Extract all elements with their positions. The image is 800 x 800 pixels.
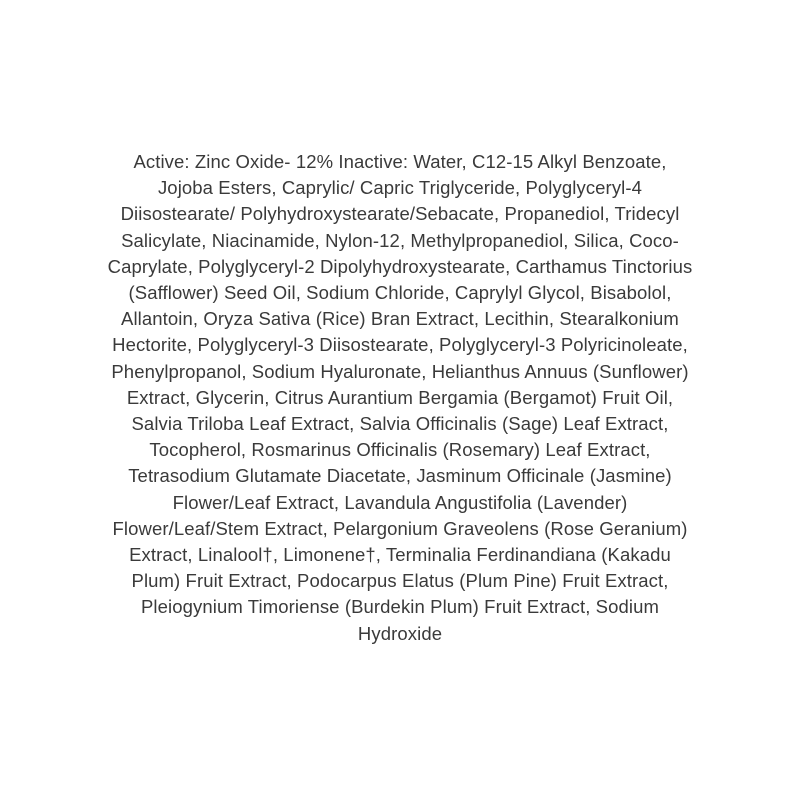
- ingredients-line: Pleiogynium Timoriense (Burdekin Plum) Fruit Extract, Sodium: [140, 596, 659, 618]
- ingredients-line: Caprylate, Polyglyceryl-2 Dipolyhydroxystearate, Carthamus Tinctorius: [107, 255, 693, 277]
- ingredients-line: Allantoin, Oryza Sativa (Rice) Bran Extract, Lecithin, Stearalkonium: [121, 308, 679, 330]
- ingredients-line: Extract, Glycerin, Citrus Aurantium Bergamia (Bergamot) Fruit Oil,: [126, 386, 674, 408]
- ingredients-line: Flower/Leaf/Stem Extract, Pelargonium Graveolens (Rose Geranium): [112, 517, 688, 539]
- ingredients-line: Diisostearate/ Polyhydroxystearate/Sebacate, Propanediol, Tridecyl: [120, 203, 680, 225]
- ingredients-text-block: [0, 149, 800, 647]
- ingredients-line: (Safflower) Seed Oil, Sodium Chloride, Caprylyl Glycol, Bisabolol,: [128, 282, 672, 304]
- ingredients-line: Salicylate, Niacinamide, Nylon-12, Methylpropanediol, Silica, Coco-: [121, 229, 679, 251]
- ingredients-line: Hectorite, Polyglyceryl-3 Diisostearate, Polyglyceryl-3 Polyricinoleate,: [112, 334, 688, 356]
- ingredients-line: Phenylpropanol, Sodium Hyaluronate, Helianthus Annuus (Sunflower): [111, 360, 689, 382]
- ingredients-line: Plum) Fruit Extract, Podocarpus Elatus (Plum Pine) Fruit Extract,: [131, 570, 669, 592]
- ingredients-line: Salvia Triloba Leaf Extract, Salvia Officinalis (Sage) Leaf Extract,: [131, 413, 669, 435]
- ingredients-line: Tetrasodium Glutamate Diacetate, Jasminum Officinale (Jasmine): [128, 465, 672, 487]
- ingredients-line: Tocopherol, Rosmarinus Officinalis (Rosemary) Leaf Extract,: [149, 439, 651, 461]
- ingredients-line: Extract, Linalool†, Limonene†, Terminalia Ferdinandiana (Kakadu: [129, 544, 671, 566]
- ingredients-line: Flower/Leaf Extract, Lavandula Angustifolia (Lavender): [172, 491, 628, 513]
- ingredients-line: Active: Zinc Oxide- 12% Inactive: Water, C12-15 Alkyl Benzoate,: [133, 151, 667, 172]
- ingredients-line: Jojoba Esters, Caprylic/ Capric Triglyceride, Polyglyceryl-4: [157, 177, 643, 199]
- ingredients-line: Hydroxide: [357, 622, 443, 644]
